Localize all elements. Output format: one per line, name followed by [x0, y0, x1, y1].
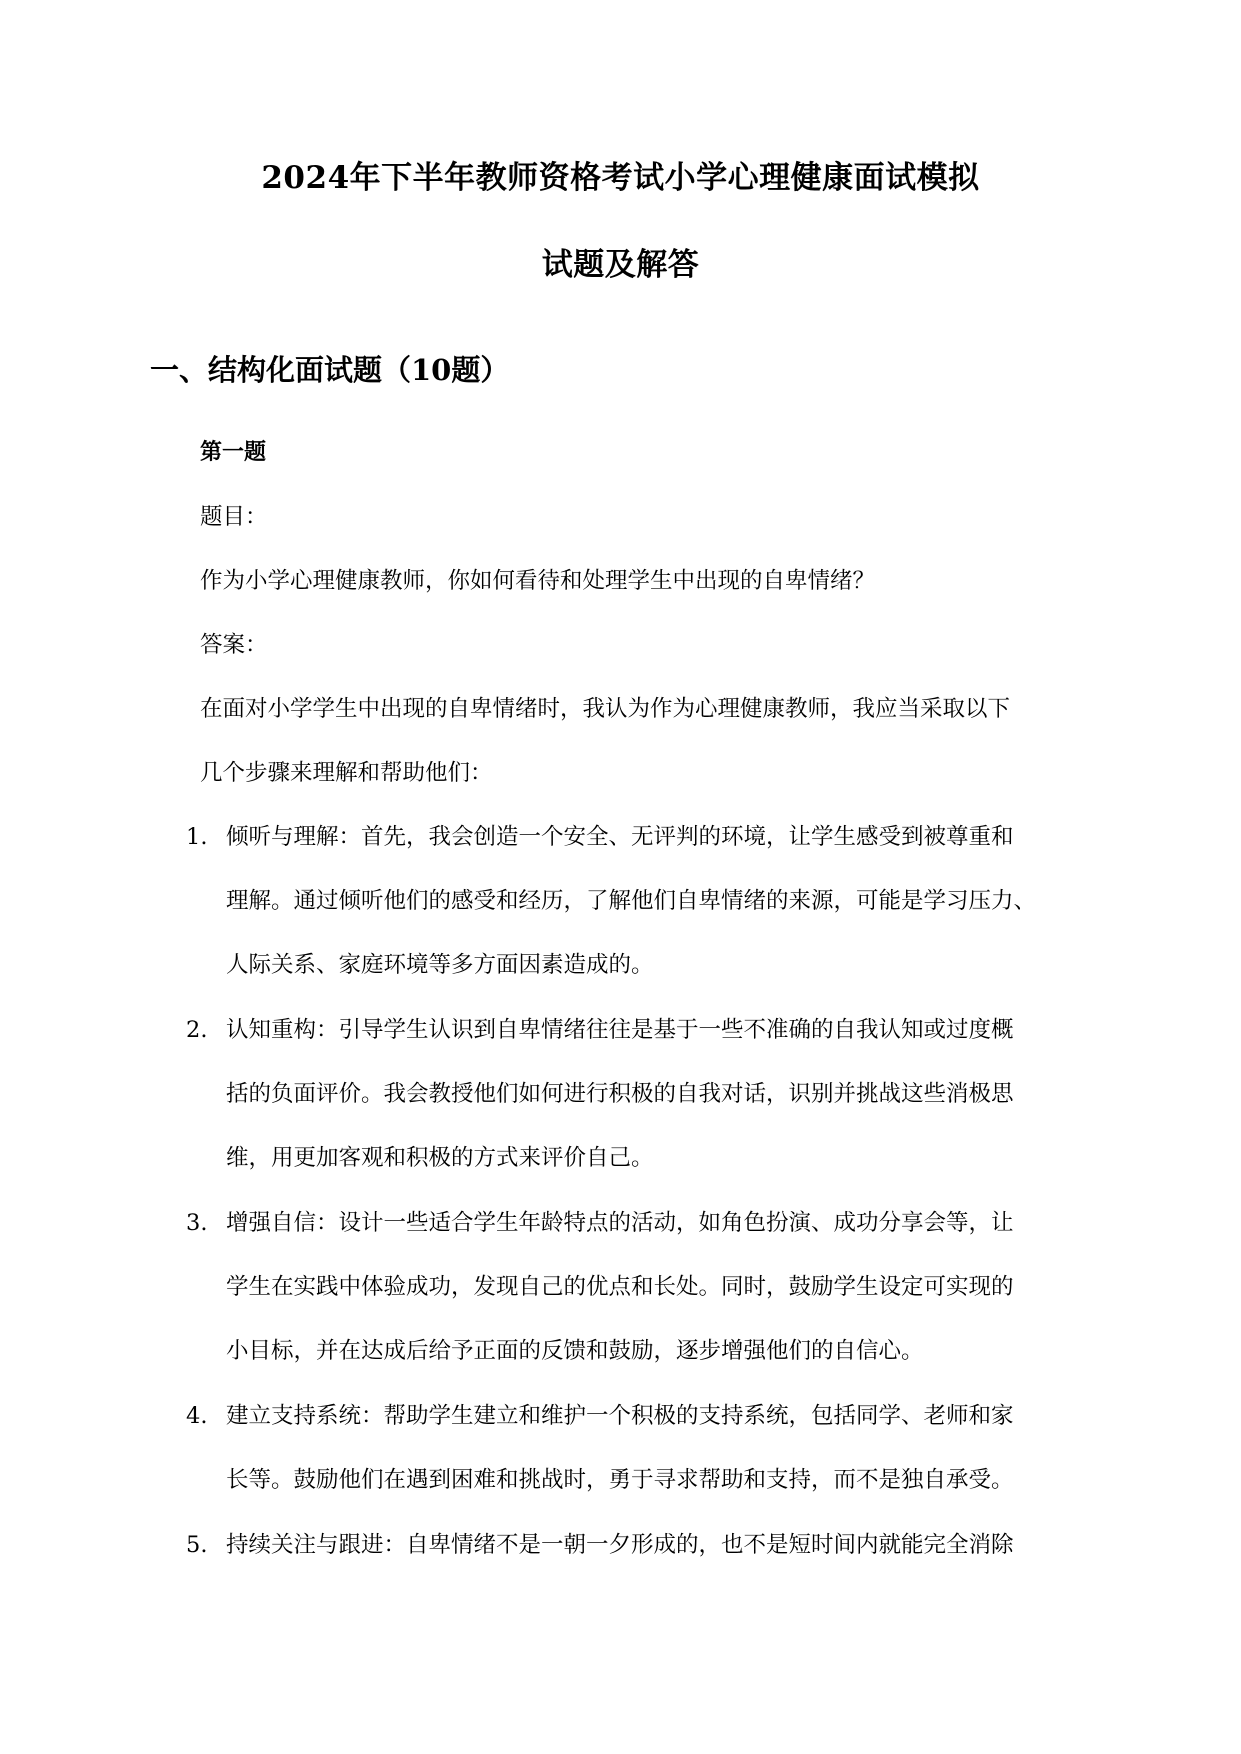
- answer-intro-line: 在面对小学学生中出现的自卑情绪时，我认为作为心理健康教师，我应当采取以下: [200, 696, 1011, 722]
- list-item-number: 4.: [186, 1403, 208, 1429]
- list-item-text: 学生在实践中体验成功，发现自己的优点和长处。同时，鼓励学生设定可实现的: [226, 1274, 1014, 1300]
- list-item-text: 维，用更加客观和积极的方式来评价自己。: [226, 1145, 654, 1171]
- list-item-number: 5.: [186, 1532, 208, 1558]
- list-item-text: 括的负面评价。我会教授他们如何进行积极的自我对话，识别并挑战这些消极思: [226, 1081, 1014, 1107]
- list-item-text: 增强自信：设计一些适合学生年龄特点的活动，如角色扮演、成功分享会等，让: [226, 1210, 1014, 1236]
- list-item-number: 1.: [186, 824, 208, 850]
- list-item-text: 倾听与理解：首先，我会创造一个安全、无评判的环境，让学生感受到被尊重和: [226, 824, 1014, 850]
- list-item-text: 认知重构：引导学生认识到自卑情绪往往是基于一些不准确的自我认知或过度概: [226, 1017, 1014, 1043]
- document-title-line-1: 2024年下半年教师资格考试小学心理健康面试模拟: [261, 160, 980, 196]
- list-item-number: 2.: [186, 1017, 208, 1043]
- list-item-text: 小目标，并在达成后给予正面的反馈和鼓励，逐步增强他们的自信心。: [226, 1338, 924, 1364]
- prompt-label: 题目：: [200, 504, 268, 530]
- answer-intro-line: 几个步骤来理解和帮助他们：: [200, 760, 493, 786]
- document-title-line-2: 试题及解答: [541, 247, 700, 283]
- list-item-text: 长等。鼓励他们在遇到困难和挑战时，勇于寻求帮助和支持，而不是独自承受。: [226, 1467, 1014, 1493]
- question-heading: 第一题: [200, 439, 267, 465]
- list-item-text: 理解。通过倾听他们的感受和经历，了解他们自卑情绪的来源，可能是学习压力、: [226, 888, 1037, 914]
- answer-label: 答案：: [200, 632, 268, 658]
- list-item-number: 3.: [186, 1210, 208, 1236]
- list-item-text: 建立支持系统：帮助学生建立和维护一个积极的支持系统，包括同学、老师和家: [226, 1403, 1014, 1429]
- section-heading: 一、结构化面试题（10题）: [150, 353, 510, 387]
- prompt-text: 作为小学心理健康教师，你如何看待和处理学生中出现的自卑情绪？: [200, 568, 876, 594]
- list-item-text: 人际关系、家庭环境等多方面因素造成的。: [226, 952, 654, 978]
- list-item-text: 持续关注与跟进：自卑情绪不是一朝一夕形成的，也不是短时间内就能完全消除: [226, 1532, 1014, 1558]
